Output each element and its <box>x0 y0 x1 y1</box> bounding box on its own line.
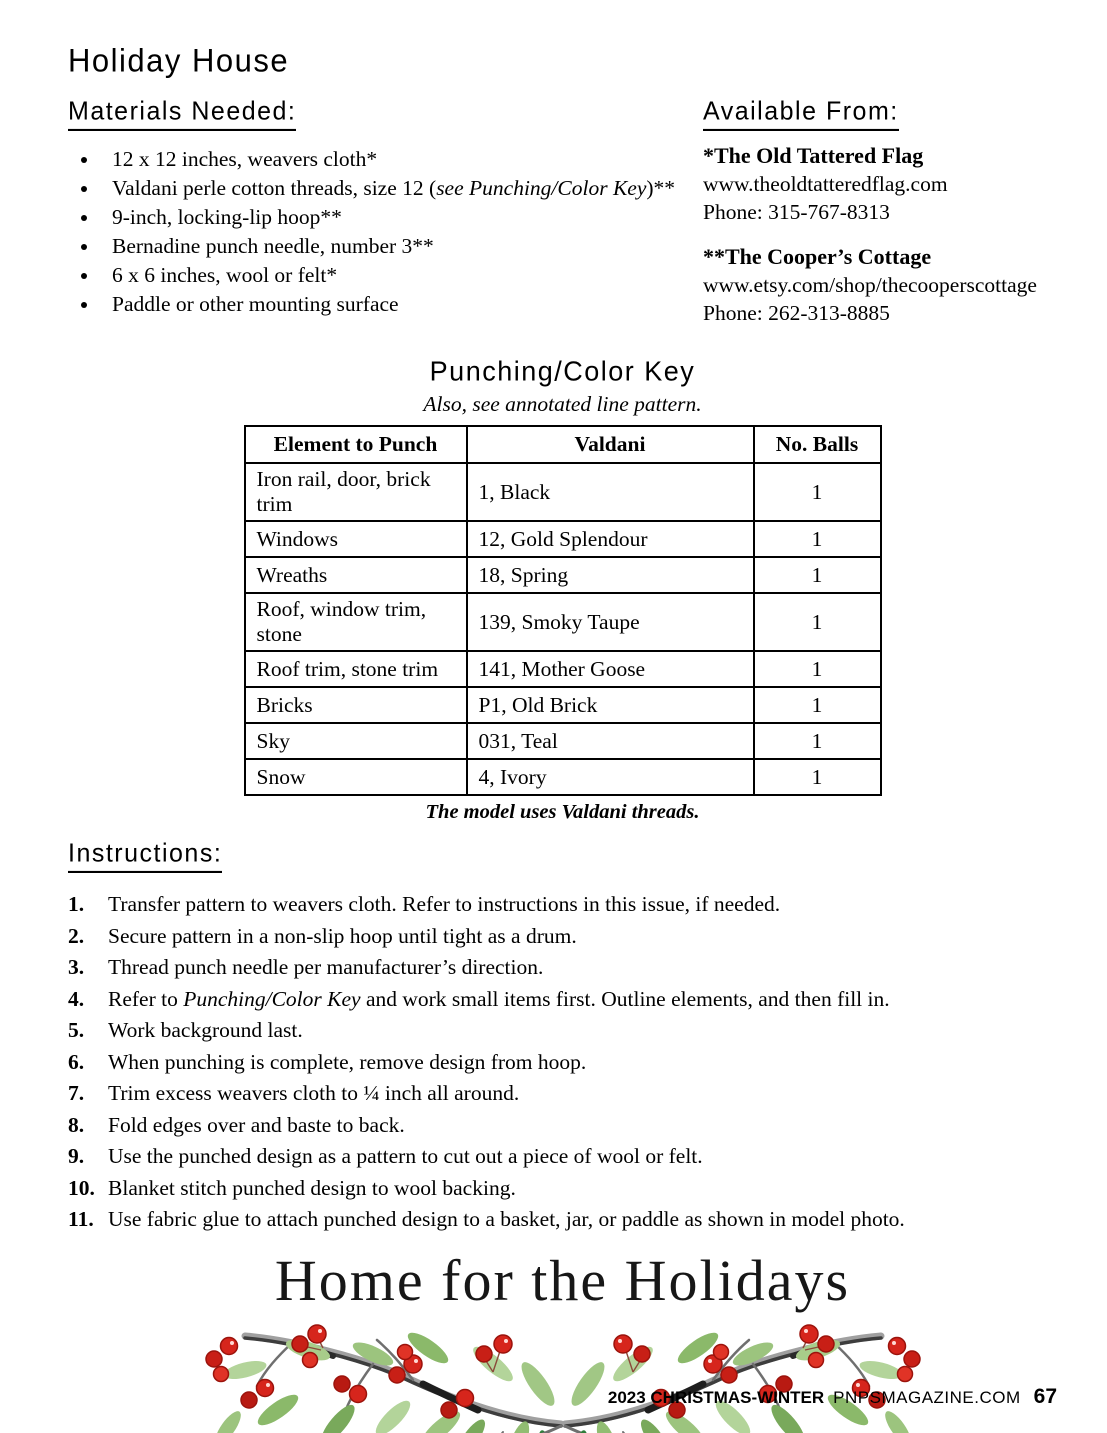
vendor-phone: Phone: 315-767-8313 <box>703 200 890 224</box>
text-segment: Punching/Color Key <box>183 986 361 1011</box>
materials-item <box>100 232 703 261</box>
text-segment: Thread punch needle per manufacturer’s direction. <box>108 955 544 979</box>
watercolor-branches-illustration <box>68 1312 1057 1433</box>
cell-balls: 1 <box>754 593 881 651</box>
cell-valdani: P1, Old Brick <box>467 687 754 723</box>
instructions-heading: Instructions: <box>68 839 222 873</box>
table-column-header: No. Balls <box>754 426 881 463</box>
cell-valdani: 12, Gold Splendour <box>467 521 754 557</box>
step-text <box>108 1204 1057 1236</box>
step-text <box>108 952 1057 984</box>
berry-branch-svg <box>193 1312 933 1433</box>
table-row <box>245 723 881 759</box>
instruction-step <box>68 1015 1057 1047</box>
page-title: Holiday House <box>68 42 290 79</box>
materials-item <box>100 145 703 174</box>
step-number: 11. <box>68 1207 94 1231</box>
text-segment: Use fabric glue to attach punched design to a basket, jar, or paddle as shown in model photo. <box>108 1207 905 1231</box>
materials-item <box>100 261 703 290</box>
instruction-step <box>68 1173 1057 1205</box>
instruction-step <box>68 1204 1057 1236</box>
color-key-caption: The model uses Valdani threads. <box>425 801 700 823</box>
instruction-step <box>68 984 1057 1016</box>
step-number: 5. <box>68 1018 85 1042</box>
cell-balls: 1 <box>754 723 881 759</box>
available-from-section <box>703 98 1057 343</box>
text-segment: Transfer pattern to weavers cloth. Refer to instructions in this issue, if needed. <box>108 892 781 916</box>
instruction-step <box>68 1047 1057 1079</box>
text-segment: 12 x 12 inches, weavers cloth* <box>112 147 378 171</box>
text-segment: )** <box>646 176 676 200</box>
step-text <box>108 921 1057 953</box>
cell-balls: 1 <box>754 463 881 521</box>
cell-element: Roof, window trim, stone <box>245 593 467 651</box>
footer-site: PNPSMAGAZINE.COM <box>833 1388 1021 1407</box>
table-row <box>245 687 881 723</box>
color-key-table <box>244 425 882 796</box>
table-row <box>245 463 881 521</box>
table-row <box>245 651 881 687</box>
instruction-step <box>68 1078 1057 1110</box>
table-row <box>245 557 881 593</box>
vendor-phone: Phone: 262-313-8885 <box>703 301 890 325</box>
text-segment: Valdani perle cotton threads, size 12 ( <box>112 176 437 200</box>
vendor-url: www.theoldtatteredflag.com <box>703 172 948 196</box>
text-segment: Refer to <box>108 986 184 1011</box>
color-key-subtitle: Also, see annotated line pattern. <box>423 392 702 416</box>
text-segment: 9-inch, locking-lip hoop** <box>112 205 342 229</box>
step-number: 6. <box>68 1049 85 1074</box>
cell-valdani: 18, Spring <box>467 557 754 593</box>
materials-item <box>100 174 703 203</box>
text-segment: Blanket stitch punched design to wool backing. <box>108 1175 516 1200</box>
cell-element: Sky <box>245 723 467 759</box>
text-segment: see Punching/Color Key <box>436 176 647 200</box>
step-number: 10. <box>68 1175 95 1200</box>
cell-balls: 1 <box>754 759 881 795</box>
step-text <box>108 1110 1057 1142</box>
step-text <box>108 1015 1057 1047</box>
step-number: 8. <box>68 1112 85 1137</box>
footer-issue: 2023 CHRISTMAS-WINTER <box>607 1388 825 1407</box>
cell-element: Snow <box>245 759 467 795</box>
cell-element: Iron rail, door, brick trim <box>245 463 467 521</box>
cell-balls: 1 <box>754 687 881 723</box>
vendor-url: www.etsy.com/shop/thecooperscottage <box>703 273 1037 297</box>
step-number: 9. <box>68 1144 85 1168</box>
instruction-step <box>68 1141 1057 1173</box>
color-key-section <box>68 357 1057 824</box>
instructions-section <box>68 840 1057 1236</box>
materials-heading: Materials Needed: <box>68 97 296 131</box>
step-number: 1. <box>68 892 85 916</box>
text-segment: Secure pattern in a non-slip hoop until tight as a drum. <box>108 923 577 948</box>
cell-balls: 1 <box>754 651 881 687</box>
materials-item <box>100 290 703 319</box>
available-from-heading: Available From: <box>703 97 899 131</box>
vendor-name: **The Cooper’s Cottage <box>703 244 932 269</box>
cell-balls: 1 <box>754 521 881 557</box>
vendor-list <box>703 141 1057 327</box>
cell-element: Bricks <box>245 687 467 723</box>
vendor-block <box>703 242 1057 327</box>
footer-page-number: 67 <box>1033 1385 1057 1408</box>
table-row <box>245 521 881 557</box>
step-text <box>108 1047 1057 1079</box>
top-section <box>68 98 1057 343</box>
step-text <box>108 1078 1057 1110</box>
vendor-block <box>703 141 1057 226</box>
text-segment: 6 x 6 inches, wool or felt* <box>112 263 338 287</box>
instruction-step <box>68 1110 1057 1142</box>
step-text <box>108 889 1057 921</box>
step-number: 7. <box>68 1081 85 1105</box>
materials-list <box>68 145 703 319</box>
cell-valdani: 4, Ivory <box>467 759 754 795</box>
step-number: 3. <box>68 955 85 979</box>
step-text <box>108 984 1057 1016</box>
table-row <box>245 593 881 651</box>
cell-valdani: 141, Mother Goose <box>467 651 754 687</box>
step-number: 4. <box>68 986 85 1011</box>
table-column-header: Element to Punch <box>245 426 467 463</box>
table-header-row <box>245 426 881 463</box>
text-segment: When punching is complete, remove design from hoop. <box>108 1049 587 1074</box>
page-footer <box>608 1385 1057 1409</box>
step-text <box>108 1173 1057 1205</box>
instruction-step <box>68 921 1057 953</box>
instruction-step <box>68 952 1057 984</box>
text-segment: Work background last. <box>108 1018 303 1042</box>
step-number: 2. <box>68 923 85 948</box>
instruction-step <box>68 889 1057 921</box>
text-segment: Fold edges over and baste to back. <box>108 1112 405 1137</box>
cell-balls: 1 <box>754 557 881 593</box>
materials-item <box>100 203 703 232</box>
step-text <box>108 1141 1057 1173</box>
table-body <box>245 463 881 795</box>
text-segment: Trim excess weavers cloth to ¼ inch all around. <box>108 1081 520 1105</box>
vendor-name: *The Old Tattered Flag <box>703 143 924 168</box>
text-segment: Bernadine punch needle, number 3** <box>112 234 434 258</box>
materials-section <box>68 98 703 319</box>
cell-element: Windows <box>245 521 467 557</box>
table-row <box>245 759 881 795</box>
banner-text: Home for the Holidays <box>274 1247 851 1313</box>
text-segment: Use the punched design as a pattern to cut out a piece of wool or felt. <box>108 1144 703 1168</box>
cell-element: Wreaths <box>245 557 467 593</box>
table-column-header: Valdani <box>467 426 754 463</box>
text-segment: Paddle or other mounting surface <box>112 292 399 316</box>
text-segment: and work small items first. Outline elements, and then fill in. <box>360 986 890 1011</box>
color-key-title: Punching/Color Key <box>429 355 696 387</box>
instructions-steps <box>68 889 1057 1236</box>
cell-element: Roof trim, stone trim <box>245 651 467 687</box>
cell-valdani: 031, Teal <box>467 723 754 759</box>
cell-valdani: 139, Smoky Taupe <box>467 593 754 651</box>
cell-valdani: 1, Black <box>467 463 754 521</box>
